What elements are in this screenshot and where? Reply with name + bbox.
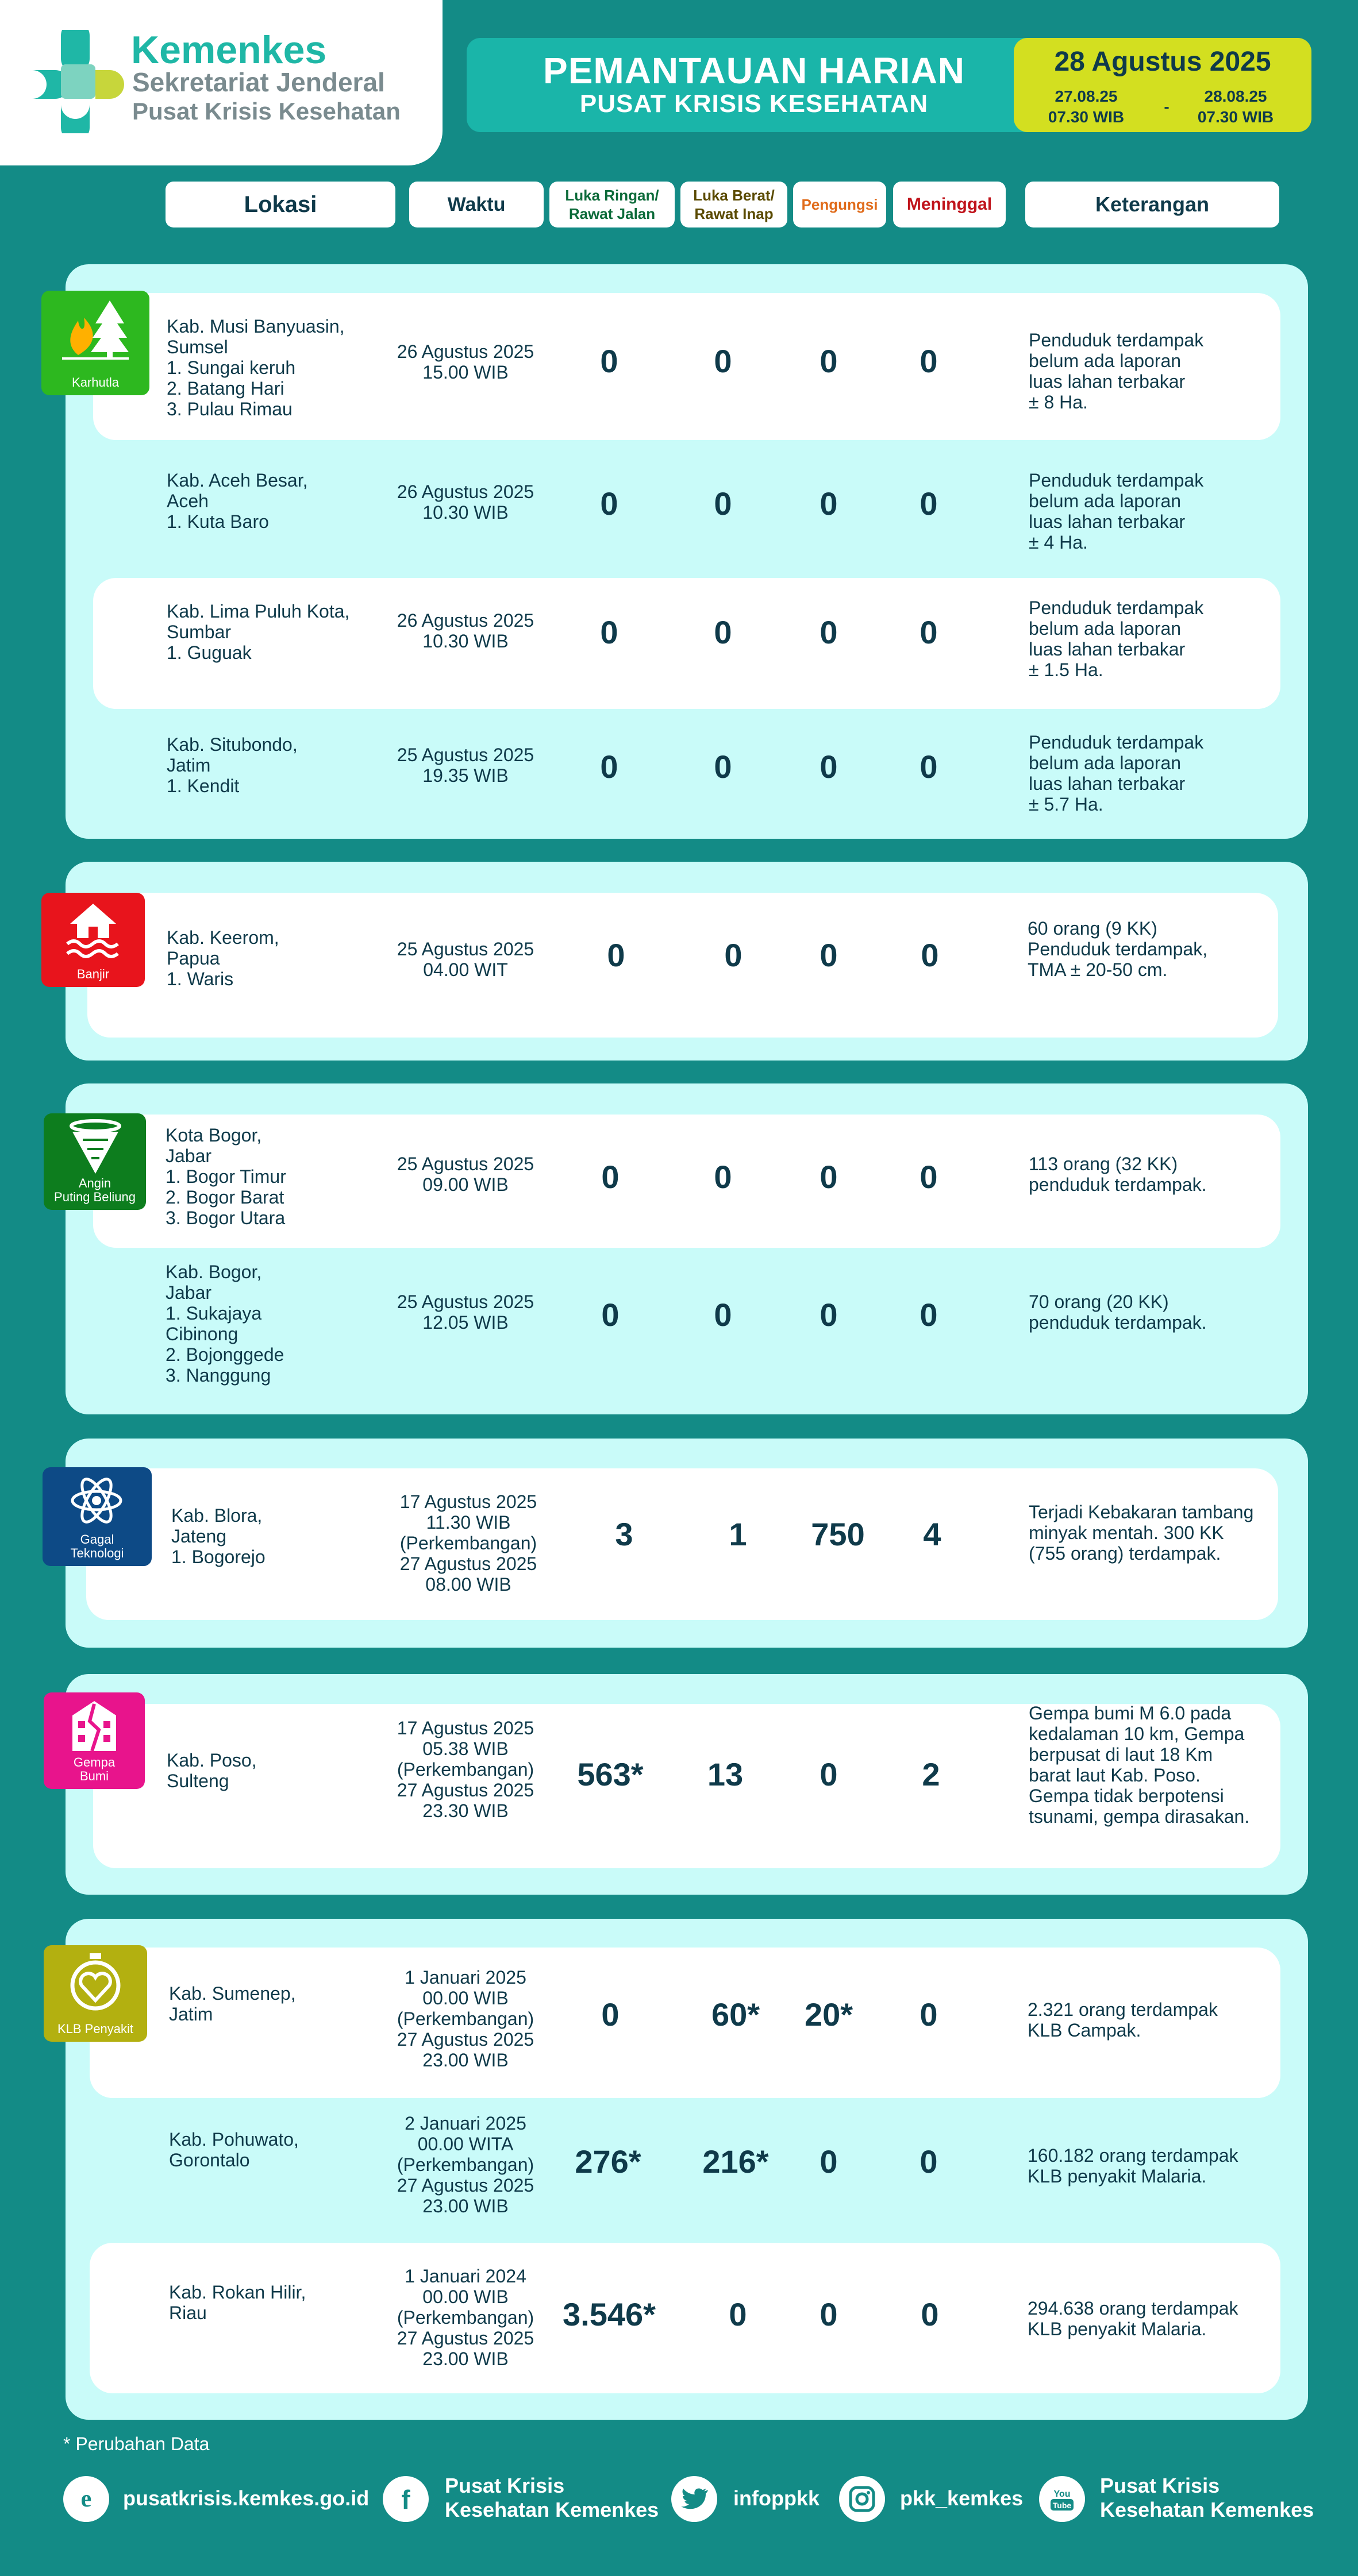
brand-name: Kemenkes xyxy=(131,28,327,72)
category-karhutla xyxy=(41,291,149,395)
cell-luka-berat: 0 xyxy=(714,485,732,522)
cell-pengungsi: 0 xyxy=(820,1756,838,1792)
cell-luka-ringan: 0 xyxy=(601,1297,620,1333)
cell-lokasi: Kab. Bogor, Jabar 1. Sukajaya Cibinong 2. Bojonggede 3. Nanggung xyxy=(166,1262,284,1386)
cell-keterangan: 2.321 orang terdampak KLB Campak. xyxy=(1028,1999,1218,2041)
cell-meninggal: 2 xyxy=(922,1756,940,1792)
cell-waktu: 17 Agustus 2025 11.30 WIB (Perkembangan) 27 Agustus 2025 08.00 WIB xyxy=(399,1491,537,1595)
category-banjir xyxy=(41,893,145,987)
category-label: Angin Puting Beliung xyxy=(54,1176,136,1204)
column-header-keterangan: Keterangan xyxy=(1025,182,1279,227)
cell-lokasi: Kab. Aceh Besar, Aceh 1. Kuta Baro xyxy=(167,470,308,532)
cell-meninggal: 0 xyxy=(920,343,938,379)
cell-pengungsi: 0 xyxy=(820,1159,838,1195)
cell-keterangan: 294.638 orang terdampak KLB penyakit Malaria. xyxy=(1028,2298,1238,2339)
cell-waktu: 2 Januari 2025 00.00 WITA (Perkembangan) 27 Agustus 2025 23.00 WIB xyxy=(397,2113,534,2216)
heart-timer-icon xyxy=(66,1952,125,2012)
column-header-luka-ringan: Luka Ringan/ Rawat Jalan xyxy=(549,182,675,227)
cell-meninggal: 0 xyxy=(920,485,938,522)
category-label: KLB Penyakit xyxy=(57,2022,134,2036)
report-date: 28 Agustus 2025 xyxy=(1054,47,1271,77)
cell-keterangan: 113 orang (32 KK) penduduk terdampak. xyxy=(1029,1154,1207,1195)
cell-pengungsi: 0 xyxy=(820,937,838,973)
cell-keterangan: Penduduk terdampak belum ada laporan luas lahan terbakar ± 4 Ha. xyxy=(1029,470,1204,553)
cell-keterangan: 60 orang (9 KK) Penduduk terdampak, TMA ± 20-50 cm. xyxy=(1028,918,1208,980)
cell-pengungsi: 20* xyxy=(804,1996,853,2033)
youtube-link[interactable]: Pusat Krisis Kesehatan Kemenkes xyxy=(1100,2474,1314,2521)
page-subtitle: PUSAT KRISIS KESEHATAN xyxy=(579,90,929,118)
category-angin xyxy=(44,1113,146,1210)
cell-luka-ringan: 0 xyxy=(600,485,618,522)
cell-luka-ringan: 563* xyxy=(577,1756,644,1792)
cell-waktu: 25 Agustus 2025 19.35 WIB xyxy=(397,745,534,786)
atom-icon xyxy=(68,1472,125,1529)
cell-lokasi: Kab. Keerom, Papua 1. Waris xyxy=(167,927,279,989)
cell-luka-ringan: 0 xyxy=(600,614,618,650)
cell-pengungsi: 0 xyxy=(820,343,838,379)
brand-subtitle: Sekretariat Jenderal xyxy=(132,67,385,97)
cell-waktu: 1 Januari 2025 00.00 WIB (Perkembangan) 27 Agustus 2025 23.00 WIB xyxy=(397,1967,534,2070)
cell-luka-ringan: 0 xyxy=(600,749,618,785)
cell-meninggal: 0 xyxy=(920,2143,938,2180)
cell-luka-ringan: 0 xyxy=(607,937,625,973)
cell-luka-berat: 0 xyxy=(729,2296,747,2332)
cell-luka-berat: 0 xyxy=(714,1159,732,1195)
cell-keterangan: Terjadi Kebakaran tambang minyak mentah. 300 KK (755 orang) terdampak. xyxy=(1029,1502,1254,1564)
cell-luka-berat: 0 xyxy=(714,343,732,379)
cell-keterangan: Penduduk terdampak belum ada laporan luas lahan terbakar ± 8 Ha. xyxy=(1029,330,1204,412)
cell-luka-berat: 60* xyxy=(711,1996,760,2033)
cell-lokasi: Kab. Rokan Hilir, Riau xyxy=(169,2282,306,2323)
column-header-lokasi: Lokasi xyxy=(166,182,395,227)
category-gempa xyxy=(44,1692,145,1789)
cell-luka-berat: 13 xyxy=(707,1756,744,1792)
cell-lokasi: Kab. Situbondo, Jatim 1. Kendit xyxy=(167,734,298,796)
cell-luka-ringan: 3.546* xyxy=(563,2296,656,2332)
cell-luka-berat: 1 xyxy=(729,1516,747,1552)
cell-pengungsi: 0 xyxy=(820,2143,838,2180)
cell-pengungsi: 0 xyxy=(820,485,838,522)
category-label: Gempa Bumi xyxy=(73,1755,116,1783)
cell-luka-berat: 0 xyxy=(714,749,732,785)
twitter-link[interactable]: infoppkk xyxy=(733,2486,820,2510)
column-header-pengungsi: Pengungsi xyxy=(793,182,886,227)
page-title: PEMANTAUAN HARIAN xyxy=(543,50,965,91)
cell-pengungsi: 750 xyxy=(811,1516,865,1552)
cell-keterangan: Penduduk terdampak belum ada laporan luas lahan terbakar ± 1.5 Ha. xyxy=(1029,597,1204,680)
cell-lokasi: Kab. Pohuwato, Gorontalo xyxy=(169,2129,299,2170)
cell-luka-ringan: 0 xyxy=(600,343,618,379)
website-icon[interactable] xyxy=(63,2476,109,2522)
category-gagal-teknologi xyxy=(43,1467,152,1566)
cell-lokasi: Kab. Sumenep, Jatim xyxy=(169,1983,296,2024)
facebook-link[interactable]: Pusat Krisis Kesehatan Kemenkes xyxy=(445,2474,659,2521)
column-header-luka-berat: Luka Berat/ Rawat Inap xyxy=(680,182,787,227)
column-header-meninggal: Meninggal xyxy=(893,182,1006,227)
footnote: * Perubahan Data xyxy=(63,2434,210,2454)
svg-text:f: f xyxy=(401,2485,410,2513)
cell-luka-ringan: 276* xyxy=(575,2143,641,2180)
cell-meninggal: 0 xyxy=(920,1297,938,1333)
cell-waktu: 25 Agustus 2025 04.00 WIT xyxy=(397,939,534,980)
cell-lokasi: Kab. Lima Puluh Kota, Sumbar 1. Guguak xyxy=(167,601,350,663)
cell-lokasi: Kab. Musi Banyuasin, Sumsel 1. Sungai keruh 2. Batang Hari 3. Pulau Rimau xyxy=(167,316,345,419)
svg-text:e: e xyxy=(80,2486,92,2512)
cell-waktu: 26 Agustus 2025 10.30 WIB xyxy=(397,481,534,523)
cell-luka-ringan: 0 xyxy=(601,1159,620,1195)
twitter-icon[interactable] xyxy=(671,2476,717,2522)
cell-meninggal: 0 xyxy=(921,2296,939,2332)
instagram-icon[interactable] xyxy=(839,2476,885,2522)
cell-lokasi: Kab. Blora, Jateng 1. Bogorejo xyxy=(171,1505,266,1567)
cell-pengungsi: 0 xyxy=(820,749,838,785)
cell-lokasi: Kab. Poso, Sulteng xyxy=(167,1750,257,1791)
kemenkes-logo-icon xyxy=(26,30,124,133)
flood-house-icon xyxy=(64,901,122,958)
range-separator: - xyxy=(1164,98,1170,115)
svg-text:Tube: Tube xyxy=(1052,2501,1072,2510)
cell-meninggal: 0 xyxy=(920,614,938,650)
tornado-icon xyxy=(67,1119,124,1177)
cell-keterangan: Gempa bumi M 6.0 pada kedalaman 10 km, Gempa berpusat di laut 18 Km barat laut Kab. Poso. Gempa tidak berpotensi tsunami, gempa dirasakan. xyxy=(1029,1703,1250,1827)
category-label: Karhutla xyxy=(72,375,119,390)
website-link[interactable]: pusatkrisis.kemkes.go.id xyxy=(123,2486,370,2510)
cell-luka-berat: 216* xyxy=(702,2143,769,2180)
svg-text:You: You xyxy=(1053,2489,1071,2499)
cell-luka-berat: 0 xyxy=(724,937,743,973)
cell-waktu: 26 Agustus 2025 10.30 WIB xyxy=(397,610,534,651)
cell-meninggal: 0 xyxy=(920,1159,938,1195)
cell-waktu: 26 Agustus 2025 15.00 WIB xyxy=(397,341,534,383)
cell-keterangan: 160.182 orang terdampak KLB penyakit Malaria. xyxy=(1028,2145,1238,2186)
cell-luka-ringan: 0 xyxy=(601,1996,620,2033)
cell-waktu: 25 Agustus 2025 12.05 WIB xyxy=(397,1291,534,1333)
category-klb xyxy=(44,1945,147,2042)
facebook-icon[interactable] xyxy=(383,2476,429,2522)
cell-pengungsi: 0 xyxy=(820,2296,838,2332)
cell-keterangan: 70 orang (20 KK) penduduk terdampak. xyxy=(1029,1291,1207,1333)
instagram-link[interactable]: pkk_kemkes xyxy=(900,2486,1024,2510)
forest-fire-icon xyxy=(61,298,130,361)
earthquake-building-icon xyxy=(67,1698,122,1756)
cell-luka-berat: 0 xyxy=(714,614,732,650)
range-from: 27.08.25 07.30 WIB xyxy=(1048,87,1125,126)
column-header-waktu: Waktu xyxy=(409,182,544,227)
cell-meninggal: 0 xyxy=(920,1996,938,2033)
category-label: Gagal Teknologi xyxy=(70,1532,124,1560)
cell-meninggal: 4 xyxy=(923,1516,941,1552)
youtube-icon[interactable] xyxy=(1039,2476,1085,2522)
cell-keterangan: Penduduk terdampak belum ada laporan luas lahan terbakar ± 5.7 Ha. xyxy=(1029,732,1204,815)
cell-waktu: 17 Agustus 2025 05.38 WIB (Perkembangan) 27 Agustus 2025 23.30 WIB xyxy=(397,1718,534,1821)
cell-luka-ringan: 3 xyxy=(615,1516,633,1552)
cell-waktu: 25 Agustus 2025 09.00 WIB xyxy=(397,1154,534,1195)
brand-subtitle-2: Pusat Krisis Kesehatan xyxy=(132,98,401,125)
cell-luka-berat: 0 xyxy=(714,1297,732,1333)
range-to: 28.08.25 07.30 WIB xyxy=(1197,87,1274,126)
cell-pengungsi: 0 xyxy=(820,1297,838,1333)
cell-pengungsi: 0 xyxy=(820,614,838,650)
cell-meninggal: 0 xyxy=(921,937,939,973)
category-label: Banjir xyxy=(76,967,110,981)
cell-meninggal: 0 xyxy=(920,749,938,785)
cell-lokasi: Kota Bogor, Jabar 1. Bogor Timur 2. Bogor Barat 3. Bogor Utara xyxy=(166,1125,286,1228)
cell-waktu: 1 Januari 2024 00.00 WIB (Perkembangan) 27 Agustus 2025 23.00 WIB xyxy=(397,2266,534,2369)
